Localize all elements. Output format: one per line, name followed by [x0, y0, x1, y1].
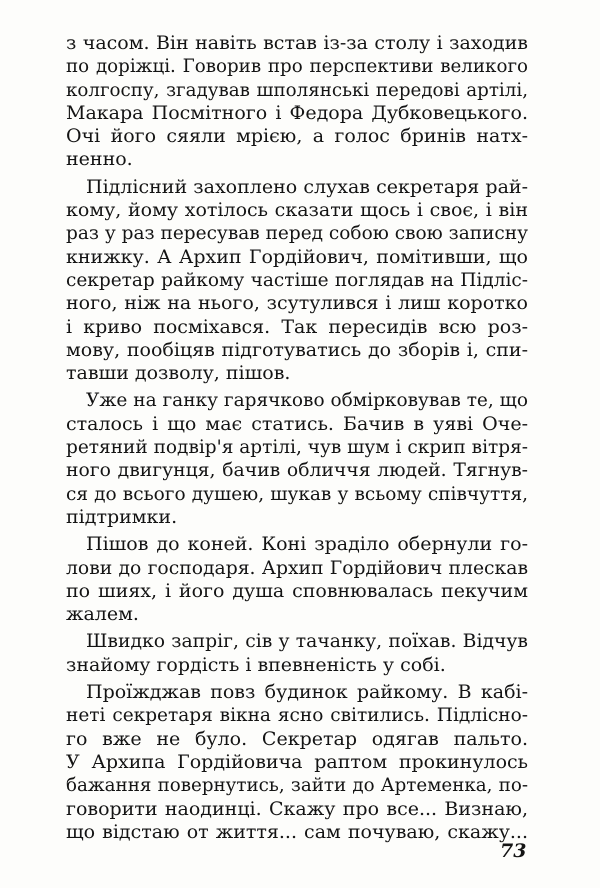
- text-line: Проїжджав повз будинок райкому. В кабі-: [86, 681, 528, 704]
- text-line: сталось і що має статись. Бачив в уяві Оче-: [66, 412, 528, 435]
- text-line: ного, ніж на нього, зсутулився і лиш коротко: [66, 292, 528, 315]
- text-line: лови до господаря. Архип Гордійович плескав: [66, 557, 528, 579]
- page-number: 73: [500, 840, 527, 862]
- text-line: по шиях, і його душа сповнювалась пекучим: [66, 579, 528, 602]
- text-line: мову, пообіцяв підготуватись до зборів і, спи-: [66, 338, 528, 361]
- body-text: [66, 32, 528, 848]
- text-line: тавши дозволу, пішов.: [66, 362, 291, 385]
- text-line: книжку. А Архип Гордійович, помітивши, що: [66, 245, 528, 268]
- text-line: бажання повернутись, зайти до Артеменка, по-: [66, 775, 528, 797]
- text-line: ного двигунця, бачив обличчя людей. Тягнув-: [66, 460, 528, 482]
- paragraph-6: [66, 681, 528, 844]
- text-line: по доріжці. Говорив про перспективи великого: [66, 56, 528, 78]
- text-line: що відстаю от життя... сам почуваю, скажу...: [66, 820, 528, 843]
- text-line: Макара Посмітного і Федора Дубковецького.: [66, 101, 528, 124]
- text-line: неті секретаря вікна ясно світились. Підлісно-: [66, 705, 528, 727]
- text-line: кому, йому хотілось сказати щось і своє, і він: [66, 199, 528, 222]
- text-line: секретар райкому частіше поглядав на Підліс-: [66, 269, 528, 291]
- paragraph-3: [66, 389, 528, 529]
- text-line: говорити наодинці. Скажу про все... Визнаю,: [66, 797, 528, 820]
- text-line: ненно.: [66, 148, 133, 171]
- text-line: Підлісний захоплено слухав секретаря рай-: [86, 175, 528, 198]
- text-line: і криво посміхався. Так пересидів всю роз-: [66, 315, 528, 338]
- paragraph-1: [66, 32, 528, 172]
- text-line: з часом. Він навіть встав із-за столу і заходив: [66, 32, 528, 54]
- paragraph-2: [66, 176, 528, 386]
- text-line: жалем.: [66, 603, 139, 626]
- text-line: раз у раз пересував перед собою свою записну: [66, 223, 528, 245]
- text-line: колгоспу, згадував шполянські передові артілі,: [66, 79, 528, 101]
- paragraph-5: [66, 630, 528, 677]
- text-line: Пішов до коней. Коні зраділо обернули го-: [86, 533, 528, 556]
- text-line: Уже на ганку гарячково обмірковував те, що: [86, 390, 528, 412]
- text-line: Швидко запріг, сів у тачанку, поїхав. Відчув: [86, 631, 528, 653]
- text-line: ся до всього душею, шукав у всьому співчуття,: [66, 483, 528, 505]
- text-line: У Архипа Гордійовича раптом прокинулось: [66, 750, 528, 773]
- paragraph-4: [66, 533, 528, 626]
- text-line: ретяний подвір'я артілі, чув шум і скрип вітря-: [66, 437, 528, 459]
- text-line: підтримки.: [66, 505, 178, 528]
- text-line: го вже не було. Секретар одягав пальто.: [66, 727, 528, 750]
- text-line: Очі його сяяли мрією, а голос бринів натх-: [66, 125, 528, 148]
- text-line: знайому гордість і впевненість у собі.: [66, 653, 446, 676]
